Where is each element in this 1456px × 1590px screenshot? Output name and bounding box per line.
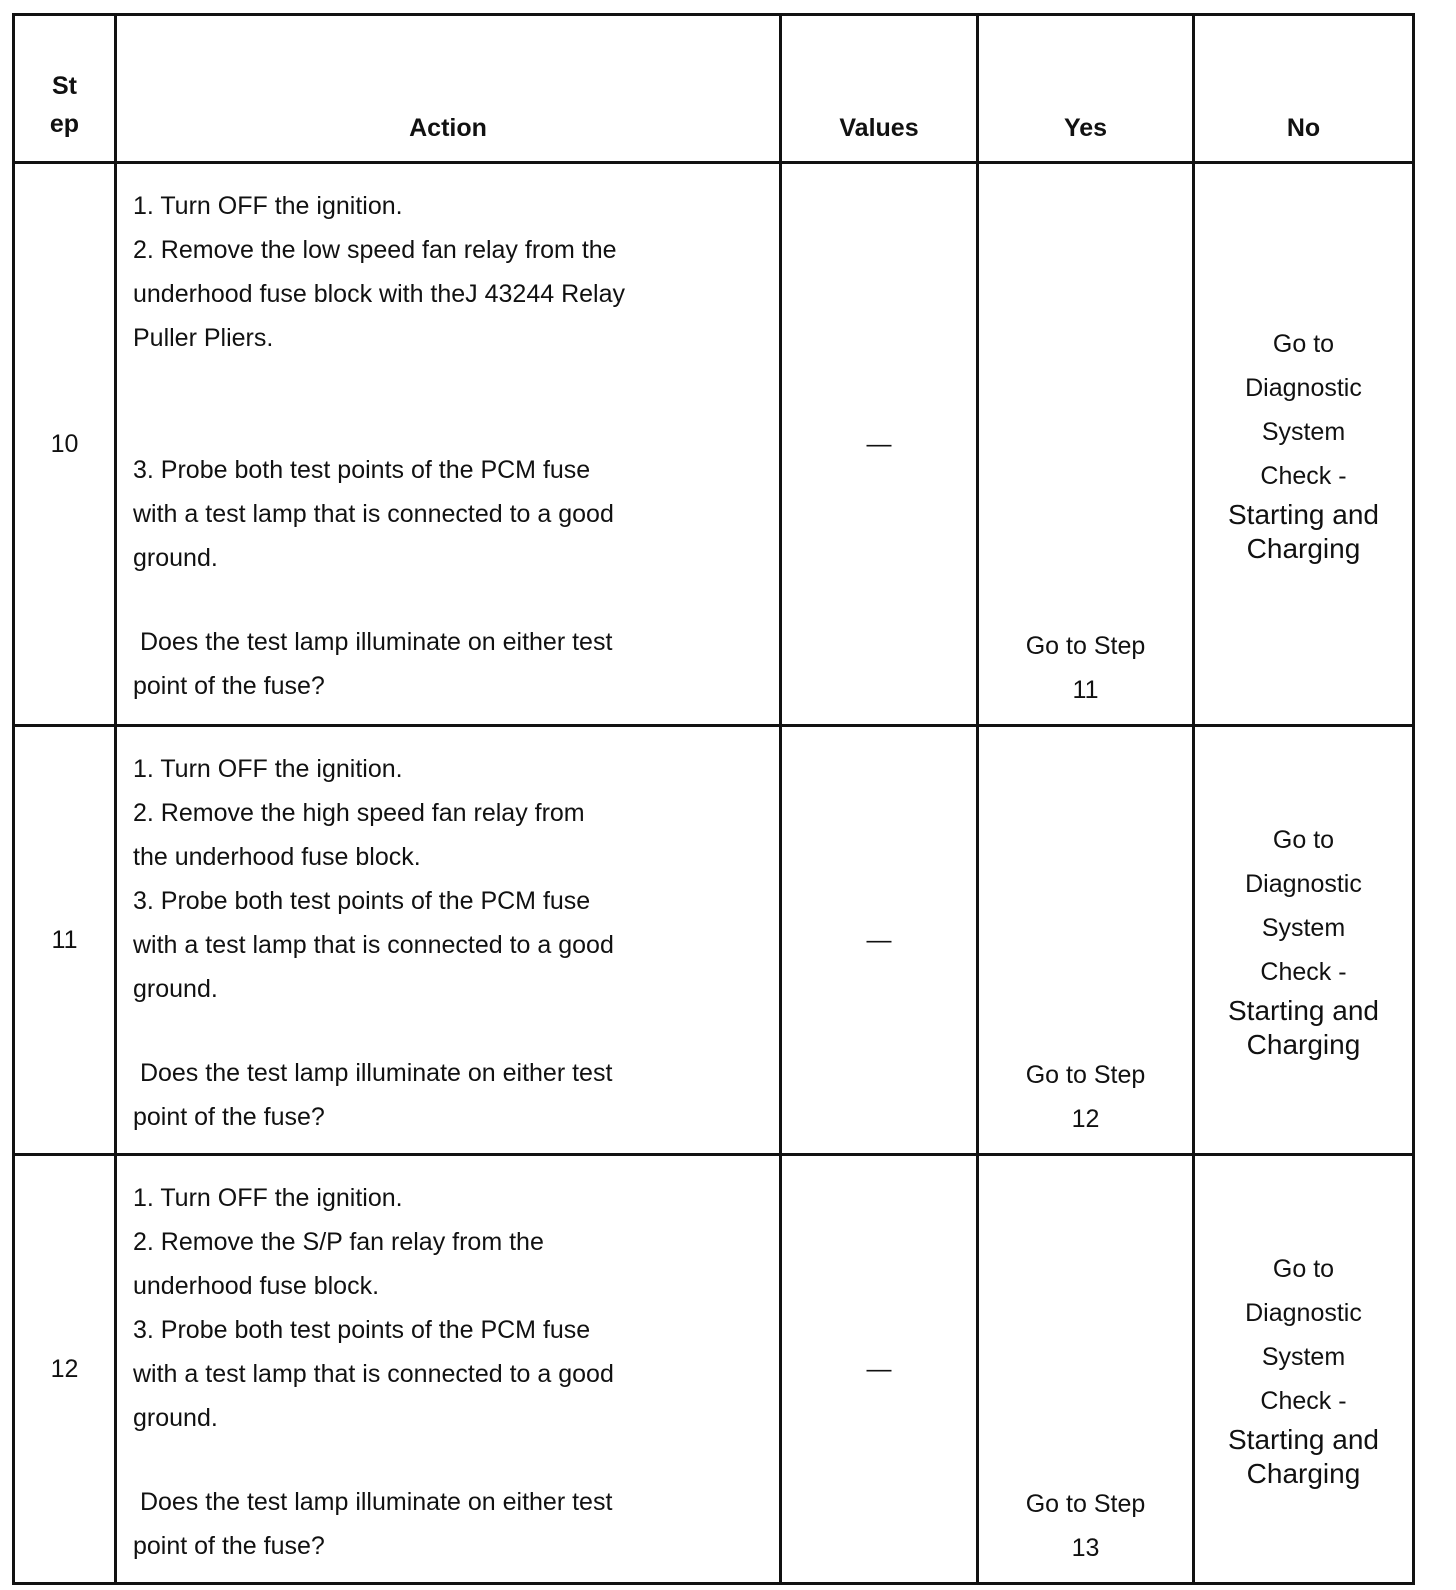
no-line: Charging (1246, 533, 1361, 565)
yes-text: Go to Step (1025, 1061, 1146, 1090)
table-row (14, 726, 1414, 1155)
header-action: Action (116, 15, 781, 163)
no-line: Go to (1272, 826, 1335, 855)
no-line: System (1261, 1343, 1346, 1372)
no-line: Charging (1246, 1029, 1361, 1061)
no-line: Starting and (1228, 1424, 1379, 1456)
action-line: ground. (133, 1404, 218, 1433)
yes-step: 13 (1071, 1534, 1100, 1562)
table-row (14, 1155, 1414, 1584)
action-line: 1. Turn OFF the ignition. (133, 1184, 403, 1213)
no-line: Go to (1272, 1255, 1335, 1284)
no-cell (1194, 1155, 1414, 1584)
diagnostic-table (12, 13, 1415, 1585)
action-line: with a test lamp that is connected to a good (133, 500, 614, 529)
no-line: Diagnostic (1245, 374, 1362, 403)
yes-step: 12 (1071, 1105, 1100, 1134)
action-line: 2. Remove the S/P fan relay from the (133, 1228, 544, 1257)
header-step-line1: St (52, 72, 77, 101)
action-cell (116, 726, 781, 1155)
yes-text: Go to Step (1025, 632, 1146, 661)
step-number: 10 (14, 163, 116, 726)
no-cell (1194, 163, 1414, 726)
action-question: Does the test lamp illuminate on either test (133, 1059, 613, 1088)
no-line: Starting and (1228, 499, 1379, 531)
action-line: underhood fuse block. (133, 1272, 380, 1301)
yes-step: 11 (1072, 676, 1099, 705)
no-line: Starting and (1228, 995, 1379, 1027)
no-line: Check - (1260, 1387, 1347, 1416)
step-number: 11 (14, 726, 116, 1155)
action-line: ground. (133, 975, 218, 1004)
header-step-line2: ep (49, 110, 80, 139)
no-line: Check - (1260, 462, 1347, 491)
action-question: Does the test lamp illuminate on either test (133, 628, 613, 657)
header-step (14, 15, 116, 163)
action-line: the underhood fuse block. (133, 843, 421, 872)
action-line: 2. Remove the low speed fan relay from the (133, 236, 617, 265)
action-question: Does the test lamp illuminate on either test (133, 1488, 613, 1517)
yes-cell (978, 1155, 1194, 1584)
action-line: 3. Probe both test points of the PCM fuse (133, 887, 591, 916)
header-no: No (1194, 15, 1414, 163)
action-line: 1. Turn OFF the ignition. (133, 755, 403, 784)
action-cell (116, 163, 781, 726)
values-cell: — (781, 726, 978, 1155)
step-number: 12 (14, 1155, 116, 1584)
action-line: 3. Probe both test points of the PCM fuse (133, 1316, 591, 1345)
values-cell: — (781, 1155, 978, 1584)
action-line: 3. Probe both test points of the PCM fuse (133, 456, 591, 485)
action-question: point of the fuse? (133, 1103, 325, 1132)
no-line: Charging (1246, 1458, 1361, 1490)
action-line: 1. Turn OFF the ignition. (133, 192, 403, 221)
header-yes: Yes (978, 15, 1194, 163)
no-cell (1194, 726, 1414, 1155)
no-line: System (1261, 914, 1346, 943)
action-line: underhood fuse block with theJ 43244 Relay (133, 280, 625, 309)
yes-cell (978, 163, 1194, 726)
no-line: Go to (1272, 330, 1335, 359)
yes-text: Go to Step (1025, 1490, 1146, 1518)
no-line: System (1261, 418, 1346, 447)
header-values: Values (781, 15, 978, 163)
header-row (14, 15, 1414, 163)
action-question: point of the fuse? (133, 1532, 325, 1561)
action-line: with a test lamp that is connected to a good (133, 931, 614, 960)
no-line: Check - (1260, 958, 1347, 987)
action-cell (116, 1155, 781, 1584)
action-line: with a test lamp that is connected to a good (133, 1360, 614, 1389)
yes-cell (978, 726, 1194, 1155)
action-question: point of the fuse? (133, 672, 325, 701)
action-line: Puller Pliers. (133, 324, 274, 353)
action-line: ground. (133, 544, 218, 573)
no-line: Diagnostic (1245, 1299, 1362, 1328)
no-line: Diagnostic (1245, 870, 1362, 899)
values-cell: — (781, 163, 978, 726)
action-line: 2. Remove the high speed fan relay from (133, 799, 585, 828)
table-row (14, 163, 1414, 726)
